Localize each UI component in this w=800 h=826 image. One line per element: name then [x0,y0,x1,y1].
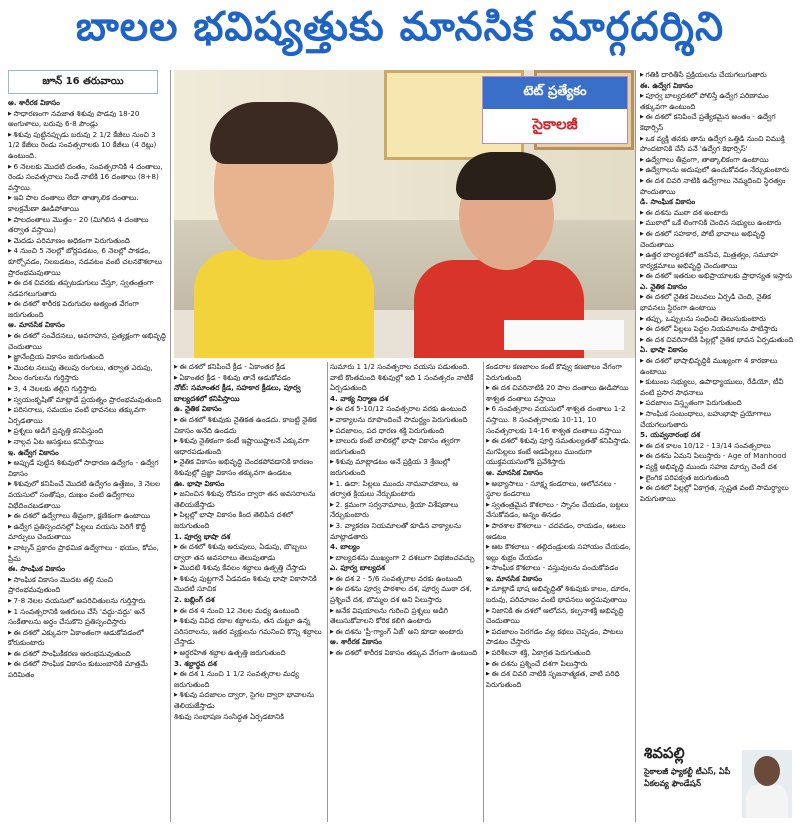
section-heading: ఎ. పూర్వ బాల్యదశ [330,563,385,573]
column-3 [330,362,480,822]
paragraph: ▶ పాలదంతాలు మొత్తం - 20 (మిగిలిన 4 దంతాలు తర్వాత వస్తాయి) [8,215,166,236]
paragraph: ▶ ఈ దశలో ఉద్వేగాలు తీవ్రంగా, క్షణికంగా ఉంటాయి [8,511,166,522]
column-divider [327,362,328,822]
column-5 [640,70,794,740]
paragraph: ▶ స్వయంకృషితో మాట్లాడే ప్రయత్నం ప్రారంభమవుతుంది [8,395,166,406]
section-heading: ఎ. నైతిక వికాసం [640,281,688,291]
paragraph: ▶ ఈ దశ చివరకు తప్పటడుగులు వేస్తూ, స్వతంత్రంగా నడవగలుగుతారు [8,278,166,299]
section-heading: అ. శారీరక వికాసం [8,98,60,107]
paragraph: ▶ ఉద్వేగాలను అదుపులో ఉంచుకోవడం నేర్చుకుంటారు [640,165,794,176]
paragraph: ▶ పదజాలం పెరగడం వల్ల కథలు చెప్పడం, పాటలు పాడటం చేస్తారు [486,627,632,648]
paragraph: ▶ మొదట నలుపు తెలుపు రంగులు, తర్వాత ఎరుపు, నీలం రంగులను గుర్తిస్తారు [8,363,166,384]
section-heading: ఈ. ఉద్వేగ వికాసం [640,80,693,90]
paragraph: ▶ నైతిక వికాసం అభివృద్ధి చెందకపోవడానికి కారణం శిశువుల్లో ప్రజ్ఞా వికాసం తక్కువగా ఉండటం [174,457,324,478]
paragraph: ▶ శిశువు నైతికంగా కంటే ఇష్టాయిష్టాలనే ఎక్కువగా ఆధారపడుతుంది [174,436,324,457]
section-heading: ఈ. సాంఘిక వికాసం [8,564,66,574]
paragraph: ▶ పూర్వ బాల్యదశలో పోలిస్తే ఉద్వేగ పరిణామం తక్కువగా ఉంటుంది [640,91,794,112]
feature-box [482,76,628,144]
paragraph: ▶ ఈ దశను పూర్వ పాఠశాల దశ, పూర్వ ముఠా దశ, ప్రశ్నించే దశ, బొమ్మల దశ అని పిలుస్తారు [330,584,480,605]
paragraph: ▶ మెదడు పరిమాణం అధికంగా పెరుగుతుంది [8,236,166,247]
paragraph: ▶ ఈ దశలో సాంఘిక వికాసం కుటుంబానికి మాత్రమే పరిమితం [8,659,166,680]
column-4 [486,362,632,822]
author-name: శివపల్లి [644,744,685,762]
section-heading: ఊ. భాషా వికాసం [174,478,225,488]
column-1 [8,98,166,822]
paragraph: ▶ ఈ దశను ఏమని పిలుస్తారు - Age of Manhood [640,451,794,462]
author-photo [742,750,792,818]
paragraph: ▶ వ్యక్తి అభివృద్ధి ముందు సహజ మార్పు చెందే దశ [640,462,794,473]
paragraph: ▶ ఈ దశ 2 - 5/6 సంవత్సరాల వరకు ఉంటుంది [330,574,480,585]
column-2 [174,362,324,822]
paragraph: ▶ ఈ దశలో పిల్లలు పెద్దల నియమాలను పాటిస్తారు [640,324,794,335]
paragraph: ▶ జనించిన శిశువు రోదనం ద్వారా తన అవసరాలను తెలియజేస్తాడు [174,489,324,510]
paragraph: ▶ జ్ఞానేంద్రియ వికాసం జరుగుతుంది [8,352,166,363]
section-heading: అ. శారీరక వికాసం [330,637,382,647]
feature-title: టెట్ ప్రత్యేకం [483,77,627,109]
paragraph: ▶ 3. వ్యాకరణ నియమాలతో కూడిన వాక్యాలను మాట్లాడతారు [330,521,480,542]
date-badge: జూన్ 16 తరువాయి [8,70,158,94]
paragraph: ▶ పదజాలం, పద ధారణ శక్తి పెరుగుతుంది [330,426,480,437]
paragraph: ▶ శిశువు మాట్లాడటం అనే ప్రక్రియ 3 శ్రేణుల్లో జరుగుతుంది [330,457,480,478]
paragraph: ▶ మొదటి శిశువు కేవలం శబ్దాలు ఉత్పత్తి చేస్తాడు [174,563,324,574]
section-heading: ఇ. మానసిక వికాసం [486,573,543,583]
section-heading: ఏ. భాషా వికాసం [640,345,688,355]
headline: బాలల భవిష్యత్తుకు మానసిక మార్గదర్శిని [75,4,725,50]
paragraph: ▶ 1 సంవత్సరానికి ఇతరులు చేసే 'వద్దు-వద్దు' అనే సంకేతాలను అర్థం చేసుకొని ప్రతిస్పందిస్తారు [8,607,166,628]
paragraph: ▶ ఈ దశలో శిశువు అరుపులు, ఏడుపు, బొబ్బలు ద్వారా తన అవసరాలు తెలుపుతాడు [174,542,324,563]
paragraph: ▶ తప్పు, ఒప్పులను సంధించి తెలుసుకుంటారు [640,314,794,325]
paragraph: ▶ ఈ దశ 4 నుంచి 12 నెలల మధ్య ఉంటుంది [174,606,324,617]
paragraph: కండరాల కణజాలం కంటే కొవ్వు కణజాలం వేగంగా పెరుగుతుంది [486,362,622,382]
column-divider [170,70,171,822]
paragraph: ▶ గతికి దారితీసే ప్రక్రియలను చేయగలుగుతారు [640,70,794,81]
paragraph: ▶ ఉద్వేగ ప్రతిస్పందనల్లో పిల్లలు వయసు పెరిగే కొద్దీ మార్పులు చెందుతాయి [8,522,166,543]
paragraph: ▶ సాధారణంగా నవజాత శిశువు పొడవు 18-20 అంగుళాలు, బరువు 6-8 పౌండ్లు [8,109,166,130]
paragraph: ▶ శిశువు పుట్టినప్పుడు బరువు 2 1/2 కేజీలు నుంచి 3 1/2 కేజీలు రెండు సంవత్సరాలకు 10 కేజీలు (4 రెట్లు) ఉంటుంది. [8,130,166,162]
paragraph: ▶ పదజాలం విస్తృతంగా పెరుగుతుంది [640,398,794,409]
paragraph: ▶ అర్థరహిత శబ్దాల ఉత్పత్తి జరుగుతుంది [174,648,324,659]
paragraph: ▶ ప్రశ్నలు అడిగే ప్రవృత్తి కనిపిస్తుంది [8,426,166,437]
section-heading: 4. వాక్య నిర్మాణ దశ [330,393,389,403]
paragraph: ▶ ఈ దశ కాలం 10/12 - 13/14 సంవత్సరాలు [640,441,794,452]
paragraph: ▶ సాంఘిక కౌశలాలు - వస్తువులను పంచుకోవడం [486,563,632,574]
section-heading: 1. పూర్వ భాషా దశ [174,531,231,541]
paragraph: ▶ 1. ఉదా: పిల్లలు ముందు నామవాచకాలు, ఆ తర్వాత క్రియలు నేర్చుకుంటారు [330,479,480,500]
paragraph: ▶ 3, 4 నెలలకు తల్లిని గుర్తిస్తారు [8,384,166,395]
paragraph: ▶ ఈ దశలో పిల్లల్లో ఏకాగ్రత, స్పష్టత వంటి సామర్థ్యాలు పెరుగుతాయి [640,483,794,504]
byline [636,744,796,822]
section-heading: ఆ. మానసిక వికాసం [8,320,65,330]
paragraph: ▶ శిశువు వివిధ రకాల శబ్దాలను, తన చుట్టూ ఉన్న పరిసరాలను, ఇతర వ్యక్తులను గమనించి కొన్ని శబ్దాలు చేస్తాడు [174,616,324,648]
paragraph: ▶ ఈ దశ చివరి నాటికి ఉద్వేగాలు నెమ్మదించి స్థిరత్వం పొందుతాయి [640,176,794,197]
paragraph: ▶ ఈ దశలో శిశువుకు నైతికత ఉండదు. కాబట్టి నైతిక వికాసం అనేది ఉండదు [174,415,324,436]
paragraph: ▶ ఇవి పాల దంతాలు లేదా తాత్కాలిక దంతాలు. కాలక్రమేణా ఊడిపోతాయి [8,193,166,214]
paragraph: ▶ వాక్యాలను రూపొందించే సామర్థ్యం పెరుగుతుంది [330,415,480,426]
section-heading: ఆ. మానసిక వికాసం [486,467,543,477]
paragraph: ▶ అప్పుడే పుట్టిన శిశువులో సాధారణ ఉద్వేగం - ఉద్వేగ వికాసం [8,458,166,479]
paragraph: ▶ శిశువు పదజాలం ద్వారా, సైగల ద్వారా భావాలను తెలియజేస్తాడు [174,690,324,711]
paragraph: ▶ 4 నుంచి 5 నెలల్లో బోర్లపడటం, 6 నెలల్లో పాకడం, కూర్చోవడం, నిలబడటం, నడవటం వంటి చలనకౌశలాలు ప్రారంభమవుతాయి [8,246,166,278]
feature-subject: సైకాలజీ [532,115,578,133]
paragraph: ▶ ముఠాలో ఒకే లింగానికి చెందిన సభ్యులు ఉంటారు [640,218,794,229]
paragraph: ▶ ఉద్వేగాలు తీవ్రంగా, తాత్కాలికంగా ఉంటాయి [640,155,794,166]
paragraph: ▶ ఈ దశలో కనిపించే ప్రత్యేకమైన అంతం - ఉద్వేగ కెథార్సిస్ [640,112,794,133]
paragraph: ▶ ఈ దశ 1 నుంచి 1 1/2 సంవత్సరాల మధ్య జరుగుతుంది [174,669,324,690]
paragraph: ▶ ఈ దశను ముఠా దశ అంటారు [640,208,794,219]
paragraph: ▶ 7-8 నెలల వయసులో అపరిచితులను గుర్తిస్తారు [8,596,166,607]
paragraph: ▶ ఒక వ్యక్తి తనకు తాను ఉద్వేగ ఒత్తిడి నుంచి విముక్తి పొందటానికి చేసే పనే 'ఉద్వేగ కెథార్సిస్' [640,134,794,155]
paragraph: ▶ బాలురు కంటే బాలికల్లో భాషా వికాసం త్వరగా జరుగుతుంది [330,436,480,457]
paragraph: ▶ ఈ దశలో నైతిక విలువలు ఏర్పడి చెంది, నైతిక భావనలు స్థిరంగా ఉంటాయి [640,292,794,313]
paragraph: ▶ ఈ దశలో భాషాభివృద్ధికి ముఖ్యంగా 4 కారణాలు ఉంటాయి [640,356,794,377]
paragraph: ▶ ఈ దశలో శిశువు పూర్తి సమతుల్యతతో కనిపిస్తాడు. మగపిల్లలు కంటే ఆడపిల్లలు ముందుగా యుక్తవయసులోకి ప్రవేశిస్తారు [486,436,632,468]
paragraph: ▶ ఈ దశలో శారీరక పెరుగుదల అత్యంత వేగంగా జరుగుతుంది [8,299,166,320]
paragraph: ▶ సాంఘిక వికాసం మొదట తల్లి నుంచి ప్రారంభమవుతుంది [8,575,166,596]
paragraph: ▶ 6 సంవత్సరాల వయసులో శాశ్వత దంతాలు 1-2 వస్తాయి. 8 సంవత్సరాలకు 10-11, 10 సంవత్సరాలకు 14-16 శాశ్వత దంతాలు వస్తాయి [486,404,632,436]
paragraph: ▶ ఈ దశలో శారీరక వికాసం తక్కువ వేగంగా ఉంటుంది [330,648,480,659]
section-heading: 5. యవ్వనారంభ దశ [640,430,701,440]
paragraph: ▶ ఈ దశ 5-10/12 సంవత్సరాల వరకు ఉంటుంది [330,404,480,415]
section-heading: 4. బాల్యం [330,542,360,552]
paragraph: ▶ శిశువు పుట్టగానే ఏడవడం శిశువు భాషా వికాసానికి మొదటి సూచిక [174,574,324,595]
paragraph: శిశువు సంభాషణ సంసిద్ధత ఏర్పడటానికి [174,711,284,721]
column-divider [635,70,636,822]
paragraph: ▶ అనేక విషయాలను గురించి ప్రశ్నలు అడిగి తెలుసుకోవాలని కోరిక కలిగి ఉంటారు [330,606,480,627]
paragraph: ▶ ఆట కౌశలాలు - తల్లిదండ్రులకు సహాయం చేయడం, ఇల్లు శుభ్రం చేయడం [486,542,632,563]
paragraph: ▶ ఈ దశలో సహకార, పోటీ భావాలు అభివృద్ధి చెందుతాయి [640,229,794,250]
paragraph: ▶ 6 నెలలకు మొదటి దంతం, సంవత్సరానికి 4 దంతాలు, రెండు సంవత్సరాలు నిండే నాటికి 16 దంతాలు (8+8) వస్తాయి [8,162,166,194]
paragraph: ▶ ఈ దశ చివరి నాటికి సృజనాత్మకత, వాటి పరిధి పెరుగుతుంది [486,669,632,690]
paragraph: ▶ ఈ దశలో ఎక్కువగా ఏకాంతంగా ఆడుకోవడంలో కోరుకుంటారు [8,628,166,649]
section-heading: నోట్: సమాంతర క్రీడ, సహకార క్రీడలు, పూర్వ బాల్యదశలో కనిపిస్తాయి [174,383,301,403]
paragraph: ▶ ఈ దశను 'ప్రీ-గ్యాంగ్ ఏజ్' అని కూడా అంటారు [330,627,480,638]
paragraph: ▶ ఈ దశ చివరినాటికి పిల్లల్లో నైతిక భావన ఏర్పడుతుంది [640,335,794,346]
paragraph: ▶ నిజానికి ఈ దశలో ఆలోచన, కల్పనాశక్తి అభివృద్ధి చెందుతాయి [486,606,632,627]
paragraph: ▶ స్వతంత్రమైన కౌశలాలు - స్నానం చేయడం, బట్టలు వేసుకోవడం, అన్నం తినడం [486,500,632,521]
section-heading: 3. శబ్దార్థవ దశ [174,658,217,668]
paragraph: ▶ మాట్లాడే భాష అభివృద్ధితో శిశువుకు కాలం, దూరం, బరువు, పరిమాణం వంటి భావనలు అర్థమవుతాయి [486,584,632,605]
paragraph: ▶ కుటుంబ సభ్యులు, ఉపాధ్యాయులు, రేడియో, టీవీ వంటి ప్రసార సాధనాలు [640,377,794,398]
paragraph: ▶ వాట్సన్ ప్రకారం ప్రాథమిక ఉద్వేగాలు - భయం, కోపం, ప్రేమ [8,543,166,564]
paragraph: ▶ పరిశీలనా శక్తి, ఏకాగ్రత పెరుగుతుంది [486,648,632,659]
paragraph: ▶ పాఠశాల కౌశలాలు - చదవడం, రాయడం, ఆటలు ఆడటం [486,521,632,542]
paragraph: ▶ పరిసరాలు, సమయం వంటి భావనలు తక్కువగా ఏర్పడతాయి [8,405,166,426]
section-heading: ఉ. నైతిక వికాసం [174,404,222,414]
paragraph: ▶ ఏకాంతర క్రీడ - శిశువు తానే ఆడుకోవడం [174,373,324,384]
paragraph: ▶ లైంగిక పరిపక్వత జరుగుతుంది [640,473,794,484]
paragraph: ▶ ఈ దశను ప్రశ్నించే దశగా పిలుస్తారు [486,659,632,670]
section-heading: ఇ. ఉద్వేగ వికాసం [8,447,59,457]
paragraph: ▶ ఈ దశలో సాంఘికీకరణ ఆరంభమవుతుంది [8,649,166,660]
paragraph: ▶ ఉత్తర బాల్యదశలో జనసేవ, మిత్రత్వం, సమూహ కార్యక్రమాలు అభివృద్ధి చెందుతాయి [640,250,794,271]
paragraph: ▶ ఈ దశలో సంవేదనలు, అవగాహన, ప్రత్యక్షంగా అభివృద్ధి చెందుతాయి [8,331,166,352]
paragraph: ▶ శిశువులో కనిపించే మొదటి ఉద్వేగం ఉత్తేజం, 3 నెలల వయసులో సంతోషం, దుఃఖం వంటి ఉద్వేగాలు విభేదించబడతాయి [8,479,166,511]
paragraph: ▶ సాంఘిక సంబంధాలు, బహుభాషా ప్రయోగాలు చేయగలుగుతారు [640,409,794,430]
paragraph: ▶ ఈ దశలో ఇతరుల అభిప్రాయాలకు ప్రాధాన్యత ఇస్తారు [640,271,794,282]
section-heading: డి. సాంఘిక వికాసం [640,197,696,207]
column-divider [483,362,484,822]
author-role: సైకాలజీ ఫ్యాకల్టీ టీఎస్, ఏపీ ఏకలవ్య ఫౌండేషన్ [644,767,731,788]
paragraph: ▶ ఈ దశ చివరినాటికి 20 పాల దంతాలు ఊడిపోయి శాశ్వత దంతాలు వస్తాయి [486,383,632,404]
paragraph: ▶ అభ్యాసాలు - సూక్ష్మ కండరాలు, ఆలోచనలు - స్థూల కండరాలు [486,479,632,500]
section-heading: 2. బబ్లింగ్ దశ [174,595,215,605]
paragraph: ▶ 2. క్రమంగా సర్వనామాలు, క్రియా విశేషణాలు నేర్చుకుంటారు [330,500,480,521]
paragraph: సుమారు 1 1/2 సంవత్సరాల వయసు పడుతుంది. వాటి కొంతమంది శిశువుల్లో ఇది 1 సంవత్సరం నాటికే ఏర్పడుతుంది [330,362,474,393]
paragraph: ▶ బాల్యదశను ముఖ్యంగా 2 దశలుగా విభజించవచ్చు [330,553,480,564]
paragraph: ▶ ఈ దశలో కనిపించే క్రీడ - ఏకాంతర క్రీడ [174,362,324,373]
paragraph: ▶ నాల్గవ ఏట ఆసక్తులు కనిపిస్తాయి [8,437,166,448]
paragraph: ▶ పిల్లల్లో భాషా వికాసం కింద తెలిపిన దశలో జరుగుతుంది [174,510,324,531]
